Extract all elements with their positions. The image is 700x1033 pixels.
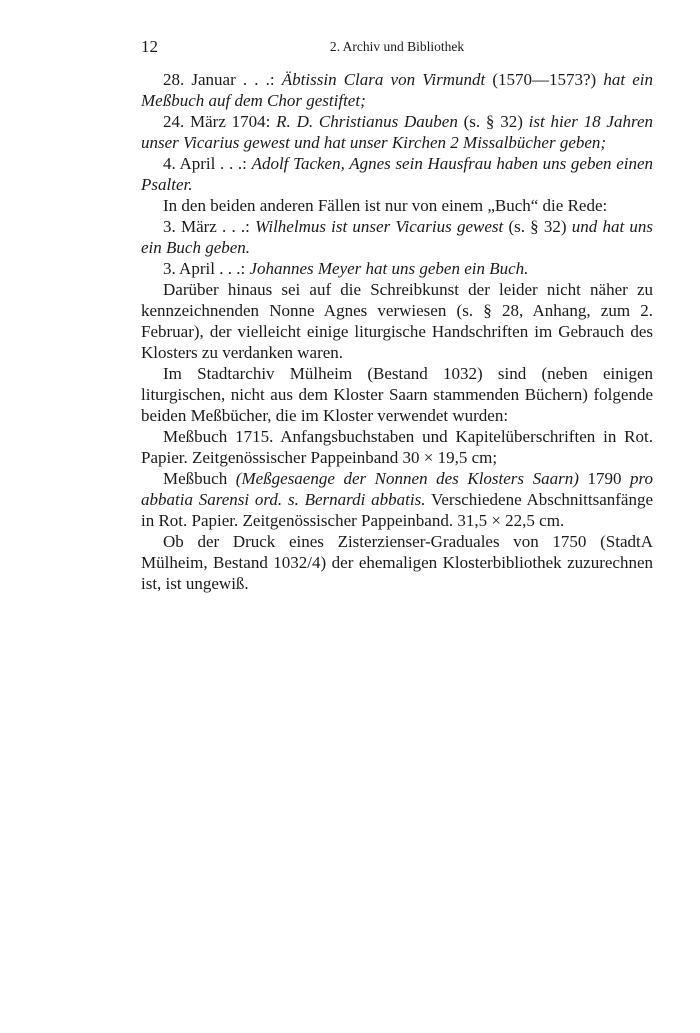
paragraph-messbuch-1715: Meßbuch 1715. Anfangsbuchstaben und Kapitelüberschriften in Rot. Papier. Zeitgenössischer Pappeinband 30 × 19,5 cm; xyxy=(141,427,653,467)
running-title: 2. Archiv und Bibliothek xyxy=(329,39,465,54)
entry-4-april: 4. April . . .: Adolf Tacken, Agnes sein Hausfrau haben uns geben einen Psalter. xyxy=(141,154,654,194)
main-text xyxy=(141,69,653,594)
entry-24-maerz-1704: 24. März 1704: R. D. Christianus Dauben (s. § 32) ist hier 18 Jahren unser Vicarius gewest und hat unser Kirchen 2 Missalbücher geben; xyxy=(141,112,653,152)
page-header xyxy=(141,37,653,61)
entry-3-maerz: 3. März . . .: Wilhelmus ist unser Vicarius gewest (s. § 32) und hat uns ein Buch geben. xyxy=(141,217,653,257)
entry-3-april: 3. April . . .: Johannes Meyer hat uns geben ein Buch. xyxy=(163,259,529,278)
paragraph-druck: Ob der Druck eines Zisterzienser-Graduales von 1750 (StadtA Mülheim, Bestand 1032/4) der ehemaligen Klosterbibliothek zuzurechnen ist, ist ungewiß. xyxy=(141,532,653,593)
paragraph-messbuch-1790: Meßbuch (Meßgesaenge der Nonnen des Klosters Saarn) 1790 pro abbatia Sarensi ord. s. Bernardi abbatis. Verschiedene Abschnittsanfänge in Rot. Papier. Zeitgenössischer Pappeinband. 31,5 × 22,5 cm. xyxy=(141,469,653,530)
paragraph-darueber: Darüber hinaus sei auf die Schreibkunst der leider nicht näher zu kennzeichnenden Nonne Agnes verwiesen (s. § 28, Anhang, zum 2. Februar), der vielleicht einige liturgische Handschriften im Gebrauch des Klosters zu verdanken waren. xyxy=(141,280,653,362)
entry-28-januar: 28. Januar . . .: Äbtissin Clara von Virmundt (1570—1573?) hat ein Meßbuch auf dem Chor gestiftet; xyxy=(141,70,653,110)
page-number: 12 xyxy=(141,37,158,56)
paragraph-stadtarchiv: Im Stadtarchiv Mülheim (Bestand 1032) sind (neben einigen liturgischen, nicht aus dem Kloster Saarn stammenden Büchern) folgende beiden Meßbücher, die im Kloster verwendet wurden: xyxy=(141,364,653,425)
paragraph-other-cases: In den beiden anderen Fällen ist nur von einem „Buch“ die Rede: xyxy=(163,196,608,215)
